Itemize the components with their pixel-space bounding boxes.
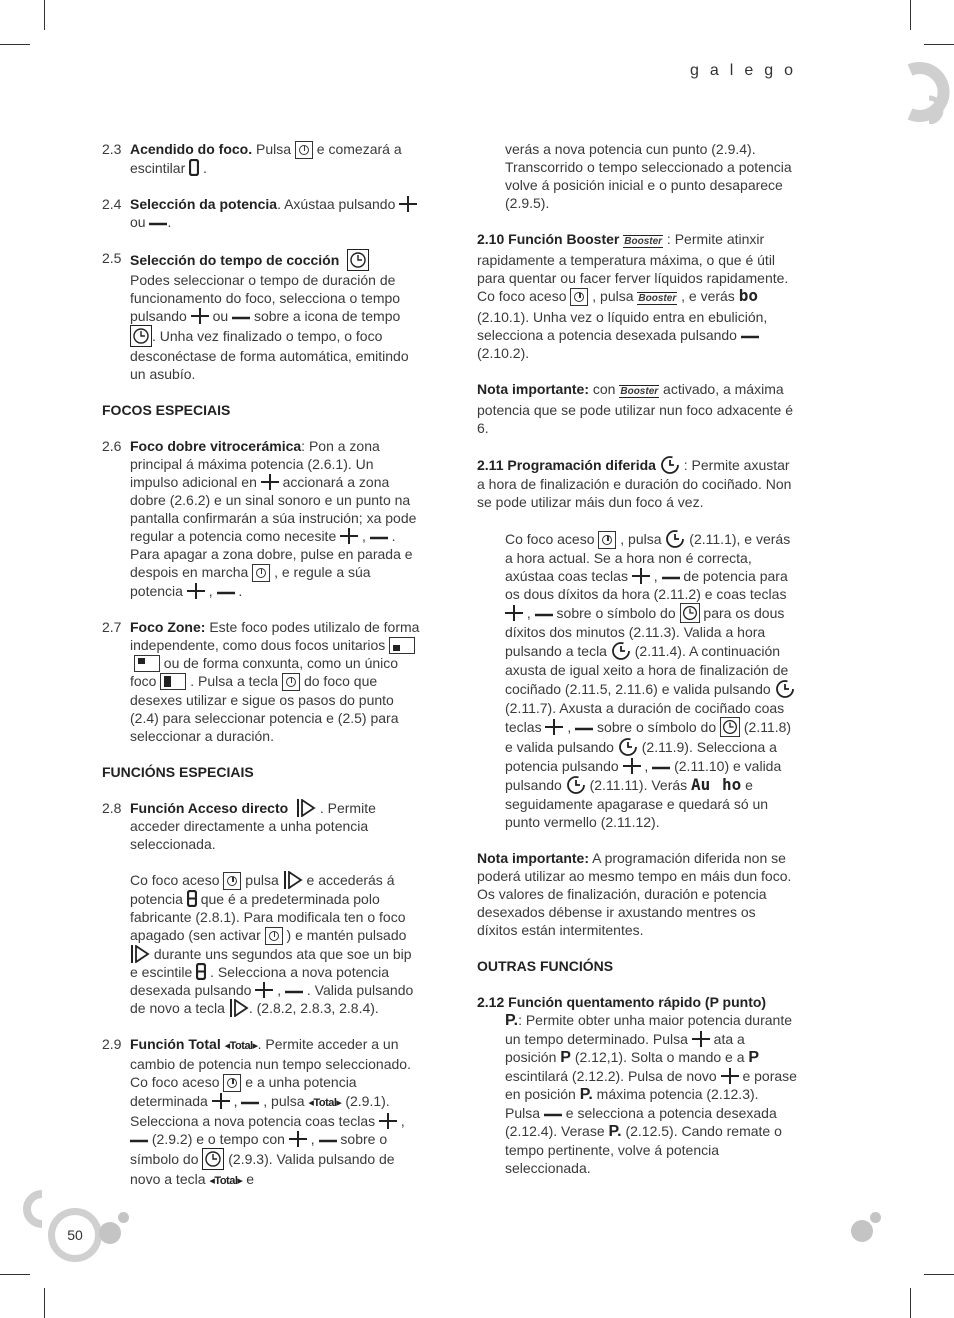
total-icon-label: Total: [214, 1175, 238, 1187]
text: ,: [229, 1093, 242, 1109]
text: (2.12,1). Solta o mando e a: [570, 1049, 749, 1065]
minus-icon: [241, 1097, 259, 1109]
text: , e verás: [677, 288, 739, 304]
crop-mark: [44, 0, 45, 30]
text: de potencia para os dous díxitos da hora (2.11.2) e coas teclas: [505, 568, 788, 602]
delayed-programming-icon: [618, 737, 638, 757]
power-key-icon: [252, 564, 270, 582]
text: (2.11.11). Verás: [585, 777, 692, 793]
minus-icon: [285, 986, 303, 998]
booster-icon: Booster: [624, 236, 663, 247]
note-label: Nota importante:: [477, 381, 589, 397]
crop-mark: [44, 1288, 45, 1318]
plus-icon: [399, 196, 417, 212]
seven-segment-8-icon: [196, 963, 206, 980]
delayed-programming-icon: [660, 455, 680, 475]
ho-display-icon: ho: [721, 775, 742, 794]
timer-icon: [347, 249, 369, 271]
page-number-badge: [48, 1208, 102, 1262]
text: con: [589, 381, 620, 397]
text: : Pon a zona principal á máxima potencia (2.6.1). Un impulso adicional en: [130, 438, 380, 490]
plus-icon: [289, 1131, 307, 1147]
plus-icon: [379, 1113, 397, 1129]
decorative-dot: [870, 1212, 881, 1223]
text: (2.11.1), e verás a hora actual. Se a hora non é correcta, axústaa coas teclas: [505, 531, 791, 584]
crop-mark: [910, 0, 911, 30]
right-column: [477, 140, 797, 1195]
section-number: 2.8: [102, 800, 122, 816]
section-2-6: [102, 437, 420, 600]
p-dot-icon: P.: [608, 1123, 622, 1140]
text: pulsa: [241, 872, 283, 888]
section-2-5: [102, 249, 420, 383]
plus-icon: [632, 568, 650, 584]
text: e comezará a escintilar: [130, 141, 402, 176]
seven-segment-0-icon: [189, 159, 199, 176]
section-title: Función Total: [130, 1036, 225, 1052]
power-key-icon: [570, 288, 588, 306]
text: (2.10.2).: [477, 345, 530, 361]
text: . Valida pulsando de novo a tecla: [130, 982, 414, 1016]
timer-icon: [202, 1148, 224, 1170]
p-icon: P: [748, 1049, 760, 1066]
text: ,: [358, 528, 370, 544]
minus-icon: [544, 1109, 562, 1121]
text: (2.11.7). Axusta a duración de cociñado coas teclas: [505, 700, 785, 735]
section-title: Foco dobre vitrocerámica: [130, 438, 302, 454]
section-number: 2.5: [102, 250, 122, 266]
text: , pulsa: [259, 1093, 309, 1109]
text: ,: [273, 982, 285, 998]
text: sobre o símbolo do: [130, 1131, 388, 1167]
note-label: Nota importante:: [477, 850, 589, 866]
text: verás a nova potencia cun punto (2.9.4). Transcorrido o tempo seleccionado a potencia volve á posición inicial e o punto desaparece (2.9.5).: [505, 141, 792, 211]
important-note-programming: [477, 849, 797, 939]
text: , e regule a súa potencia: [130, 564, 371, 599]
power-key-icon: [598, 531, 616, 549]
section-2-11: [477, 455, 797, 831]
text: ,: [397, 1113, 405, 1129]
text: . Axústaa pulsando: [277, 196, 400, 212]
text: ,: [306, 1131, 319, 1147]
text: .: [199, 160, 207, 176]
section-title: Foco Zone:: [130, 619, 206, 635]
timer-icon: [680, 603, 700, 623]
text: (2.10.1). Unha vez o líquido entra en ebulición, selecciona a potencia desexada pulsando: [477, 309, 768, 343]
text: .: [167, 214, 172, 230]
text: . Permite acceder a un cambio de potencia nun tempo seleccionado. Co foco aceso: [130, 1036, 411, 1090]
section-title: Selección do tempo de cocción: [130, 252, 340, 268]
plus-icon: [255, 982, 273, 998]
text: Co foco aceso: [130, 872, 224, 888]
delayed-programming-icon: [611, 641, 631, 661]
text: durante uns segundos ata que soe un bip e escintile: [130, 946, 412, 980]
text: (2.9.3). Valida pulsando de novo a tecla: [130, 1151, 395, 1187]
power-key-icon: [265, 927, 283, 945]
text: . Selecciona a nova potencia desexada pulsando: [130, 964, 390, 998]
power-key-icon: [295, 141, 313, 159]
section-title: Selección da potencia: [130, 196, 278, 212]
power-key-icon: [223, 872, 241, 890]
booster-icon: Booster: [620, 386, 659, 397]
direct-access-icon: [296, 799, 316, 817]
p-dot-icon: P.: [505, 1012, 519, 1029]
plus-icon: [212, 1093, 230, 1109]
plus-icon: [340, 528, 358, 544]
power-key-icon: [282, 673, 300, 691]
minus-icon: [370, 532, 388, 544]
text: (2.9.1). Selecciona a nova potencia coas teclas: [130, 1093, 390, 1129]
zone-left-icon: [389, 637, 415, 654]
crop-mark: [0, 1274, 30, 1275]
section-title: 2.11 Programación diferida: [477, 457, 660, 473]
text: (2.11.9). Selecciona a potencia pulsando: [505, 739, 777, 774]
text: para os dous díxitos dos minutos (2.11.3). Valida a hora pulsando a tecla: [505, 605, 785, 659]
text: ,: [649, 568, 662, 584]
crop-mark: [0, 44, 30, 45]
text: e accederás á potencia: [130, 872, 395, 907]
plus-icon: [623, 758, 641, 774]
text: (2.12.5). Cando remate o tempo pertinente, volve á potencia seleccionada.: [505, 1123, 782, 1176]
page-number: 50: [55, 1215, 95, 1255]
text: e porase en posición: [505, 1068, 797, 1102]
minus-icon: [652, 762, 670, 774]
seven-segment-8-icon: [187, 890, 197, 907]
crop-mark: [924, 1274, 954, 1275]
total-icon-label: Total: [313, 1097, 337, 1109]
decorative-circle-icon: [896, 62, 954, 124]
decorative-dot: [99, 1222, 121, 1244]
text: . Unha vez finalizado o tempo, o foco desconéctase de forma automática, emitindo un asubío.: [130, 328, 409, 382]
text: Podes seleccionar o tempo de duración de funcionamento do foco, selecciona o tempo pulsando: [130, 272, 401, 324]
section-number: 2.7: [102, 619, 122, 635]
timer-icon: [720, 717, 740, 737]
text: sobre o símbolo do: [552, 605, 680, 621]
heading-funcions-especiais: FUNCIÓNS ESPECIAIS: [102, 764, 254, 780]
plus-icon: [191, 308, 209, 324]
text: (2.11.10) e valida pulsando: [505, 758, 782, 793]
direct-access-icon: [283, 871, 303, 889]
text: ou: [130, 214, 150, 230]
plus-icon: [505, 605, 523, 621]
section-2-3: [102, 140, 420, 177]
text: ,: [204, 583, 217, 599]
text: do foco que desexes utilizar e sigue os pasos do punto (2.4) para seleccionar potencia e (2.5) para seleccionar a duración.: [130, 673, 399, 744]
decorative-dot: [118, 1212, 129, 1223]
section-2-8: [102, 799, 420, 1017]
text: ou: [208, 308, 233, 324]
crop-mark: [924, 44, 954, 45]
text: . (2.8.2, 2.8.3, 2.8.4).: [248, 1000, 379, 1016]
zone-combined-icon: [160, 673, 186, 690]
section-number: 2.6: [102, 438, 122, 454]
zone-right-icon: [134, 655, 160, 672]
au-display-icon: Au: [691, 775, 711, 794]
text: escintilará (2.12.2). Pulsa de novo: [505, 1068, 721, 1084]
section-title: Función Acceso directo: [130, 800, 289, 816]
text: activado, a máxima potencia que se pode utilizar nun foco adxacente é 6.: [477, 381, 794, 436]
text: , pulsa: [588, 288, 638, 304]
section-2-9: [102, 1035, 420, 1190]
heading-focos-especiais: FOCOS ESPECIAIS: [102, 402, 231, 418]
text: A programación diferida non se poderá utilizar ao mesmo tempo en máis dun foco. Os valores de finalización, duración e potencia desexados débense ir axustando mentres os díxitos están intermitentes.: [477, 850, 792, 938]
section-2-7: [102, 618, 420, 745]
minus-icon: [662, 572, 680, 584]
text: ,: [640, 758, 653, 774]
text: ,: [563, 719, 576, 735]
section-2-10: [477, 230, 797, 362]
total-icon: ◂Total▸: [209, 1175, 243, 1187]
text: . Pulsa a tecla: [186, 673, 283, 689]
text: (2.9.2) e o tempo con: [148, 1131, 289, 1147]
text: ) e mantén pulsado: [282, 927, 407, 943]
text: e selecciona a potencia desexada (2.12.4). Verase: [505, 1105, 777, 1139]
section-2-12: [477, 993, 797, 1177]
text: Este foco podes utilizalo de forma independente, como dous focos unitarios: [130, 619, 420, 653]
power-key-icon: [223, 1074, 241, 1092]
text: e: [242, 1171, 255, 1187]
total-icon: ◂Total▸: [308, 1097, 342, 1109]
booster-icon: Booster: [638, 293, 677, 304]
bo-display-icon: bo: [738, 286, 758, 305]
text: . Para apagar a zona dobre, pulse en parada e despois en marcha: [130, 528, 413, 580]
p-icon: P: [560, 1049, 571, 1066]
direct-access-icon: [229, 999, 249, 1017]
section-number: 2.9: [102, 1036, 122, 1052]
text: que é a predeterminada polo fabricante (2.8.1). Para modificala ten o foco apagado (sen activar: [130, 891, 406, 943]
minus-icon: [217, 587, 235, 599]
section-title: Acendido do foco.: [130, 141, 253, 157]
delayed-programming-icon: [665, 529, 685, 549]
minus-icon: [130, 1135, 148, 1147]
text: . Permite acceder directamente a unha potencia seleccionada.: [130, 800, 376, 852]
text: .: [234, 583, 243, 599]
text: e a unha potencia determinada: [130, 1074, 357, 1109]
language-header: galego: [690, 62, 805, 79]
left-column: [102, 140, 420, 1208]
text: Pulsa: [252, 141, 295, 157]
minus-icon: [149, 218, 167, 230]
plus-icon: [261, 474, 279, 490]
section-number: 2.3: [102, 141, 122, 157]
minus-icon: [232, 312, 250, 324]
crop-mark: [910, 1288, 911, 1318]
text: ,: [523, 605, 535, 621]
text: accionará a zona dobre (2.6.2) e un sinal sonoro e un punto na pantalla confirmarán a súa instrución; xa pode regular a potencia como necesite: [130, 474, 417, 544]
minus-icon: [319, 1135, 337, 1147]
delayed-programming-icon: [566, 775, 586, 795]
delayed-programming-icon: [775, 679, 795, 699]
p-dot-icon: P.: [579, 1086, 593, 1103]
text: (2.11.8) e valida pulsando: [505, 719, 792, 755]
text: ata a posición: [505, 1031, 745, 1065]
heading-outras-funcions: OUTRAS FUNCIÓNS: [477, 958, 614, 974]
text: Co foco aceso: [505, 531, 599, 547]
plus-icon: [187, 583, 205, 599]
text: sobre a icona de tempo: [250, 308, 401, 324]
minus-icon: [575, 723, 593, 735]
section-number: 2.4: [102, 196, 122, 212]
text: ou de forma conxunta, como un único foco: [130, 655, 399, 689]
section-2-4: [102, 195, 420, 231]
text: (2.11.4). A continuación axusta de igual xeito a hora de finalización de cociñado (2.11.5, 2.11.6) e valida pulsando: [505, 643, 789, 697]
text: e seguidamente apagarase e quedará só un punto vermello (2.11.12).: [505, 777, 769, 830]
section-title: 2.10 Función Booster: [477, 231, 624, 247]
section-title: 2.12 Función quentamento rápido (P punto): [477, 994, 767, 1010]
important-note-booster: [477, 380, 797, 437]
plus-icon: [692, 1031, 710, 1047]
plus-icon: [721, 1068, 739, 1084]
section-2-9-continued: [477, 140, 797, 212]
minus-icon: [741, 331, 759, 343]
text: sobre o símbolo do: [593, 719, 720, 735]
decorative-dot: [851, 1220, 873, 1242]
text: : Permite axustar a hora de finalización e duración do cociñado. Non se pode utilizar máis dun foco á vez.: [477, 457, 792, 510]
total-icon-label: Total: [229, 1040, 253, 1052]
text: : Permite obter unha maior potencia durante un tempo determinado. Pulsa: [505, 1012, 792, 1047]
total-icon: ◂Total▸: [224, 1040, 258, 1052]
timer-icon: [130, 325, 152, 347]
minus-icon: [535, 609, 553, 621]
plus-icon: [545, 719, 563, 735]
text: , pulsa: [616, 531, 666, 547]
direct-access-icon: [130, 945, 150, 963]
text: máxima potencia (2.12.3). Pulsa: [505, 1086, 759, 1121]
text: : Permite atinxir rapidamente a temperatura máxima, o que é útil para quentar ou facer ferver líquidos rapidamente. Co foco aceso: [477, 231, 789, 304]
